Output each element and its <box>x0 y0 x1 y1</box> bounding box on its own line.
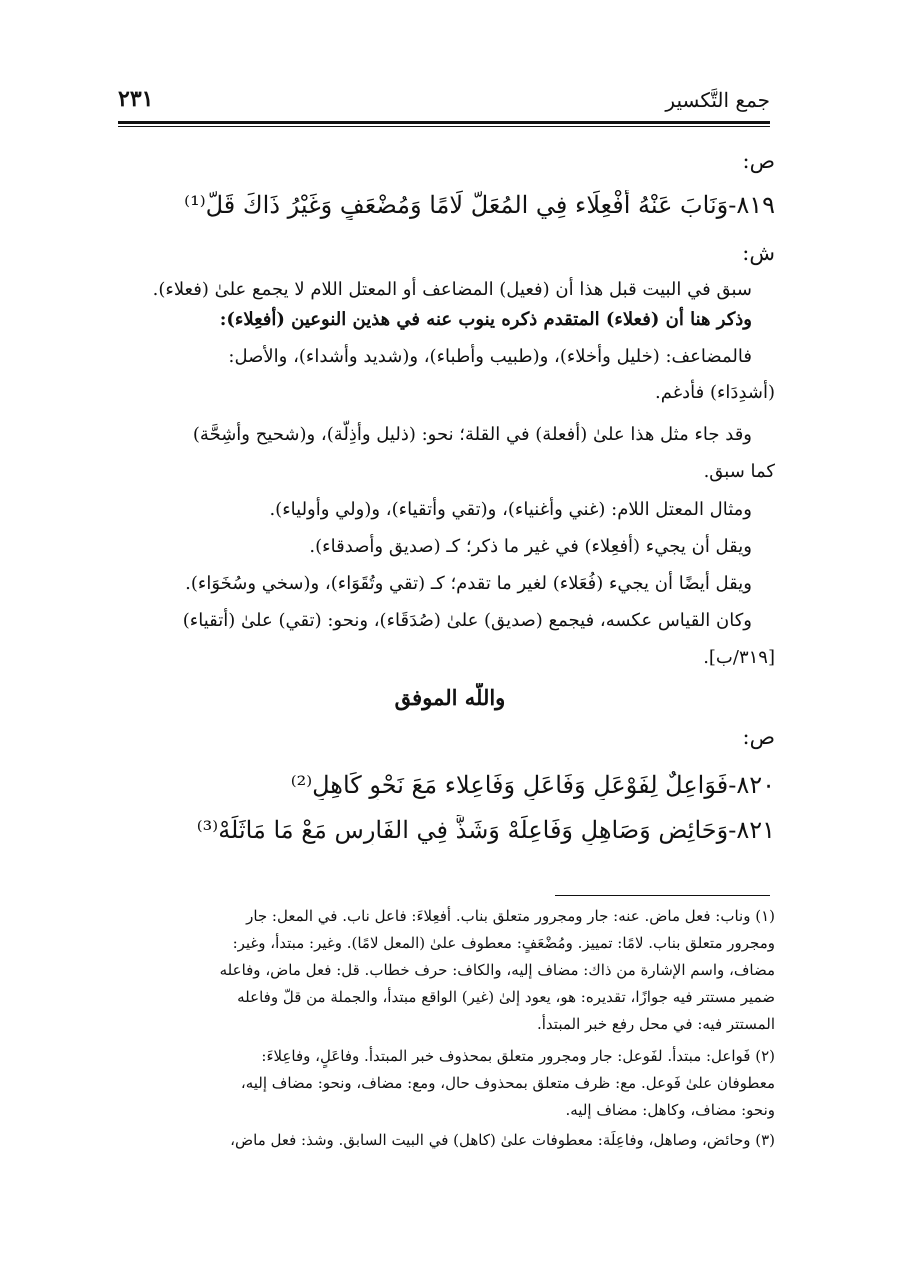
footnote-2-line-1: (٢) فَواعل: مبتدأ. لفَوعل: جار ومجرور متعلق بمحذوف خبر المبتدأ. وفاعَلٍ، وفاعِلاءَ: <box>261 1047 775 1065</box>
paragraph-4a: وقد جاء مثل هذا علىٰ (أفعلة) في القلة؛ نحو: (ذليل وأذِلَّة)، و(شحيح وأشِحَّة) <box>192 424 752 445</box>
verse-820: ٨٢٠-فَوَاعِلٌ لِفَوْعَلٍ وَفَاعَلٍ وَفَاعِلاء مَعَ نَحْوِ كَاهِلٍ⁽²⁾ <box>290 771 775 799</box>
paragraph-3a: فالمضاعف: (خليل وأخلاء)، و(طبيب وأطباء)، و(شديد وأشداء)، والأصل: <box>228 346 752 367</box>
footnote-separator <box>555 895 770 896</box>
page-number: ٢٣١ <box>118 86 154 112</box>
paragraph-7: ويقل أيضًا أن يجيء (فُعَلاء) لغير ما تقدم؛ كـ (تقي وتُقَوَاء)، و(سخي وسُخَوَاء). <box>185 573 752 594</box>
paragraph-8b: [٣١٩/ب]. <box>703 647 775 668</box>
verse-819: ٨١٩-وَنَابَ عَنْهُ أَفْعِلَاء فِي المُعَلّ لَامًا وَمُضْعَفٍ وَغَيْرُ ذَاكَ قَلّ⁽¹⁾ <box>184 191 775 219</box>
paragraph-4b: كما سبق. <box>703 461 775 482</box>
label-sharh: ش: <box>742 241 775 265</box>
label-sad-2: ص: <box>742 725 775 749</box>
footnote-1-line-5: المستتر فيه: في محل رفع خبر المبتدأ. <box>536 1015 775 1033</box>
paragraph-2: وذكر هنا أن (فعلاء) المتقدم ذكره ينوب عنه في هذين النوعين (أفعِلاء): <box>219 309 752 330</box>
header-rule-thin <box>118 126 770 127</box>
chapter-title: جمع التَّكسير <box>665 88 770 112</box>
paragraph-1: سبق في البيت قبل هذا أن (فعيل) المضاعف أو المعتل اللام لا يجمع علىٰ (فعلاء). <box>152 279 752 300</box>
footnote-2-line-2: معطوفان علىٰ فَوعل. مع: ظرف متعلق بمحذوف حال، ومع: مضاف، ونحو: مضاف إليه، <box>240 1074 775 1092</box>
footnote-1-line-3: مضاف، واسم الإشارة من ذاك: مضاف إليه، والكاف: حرف خطاب. قل: فعل ماض، وفاعله <box>219 961 775 979</box>
paragraph-5: ومثال المعتل اللام: (غني وأغنياء)، و(تقي وأتقياء)، و(ولي وأولياء). <box>269 499 752 520</box>
footnote-2-line-3: ونحو: مضاف، وكاهل: مضاف إليه. <box>565 1101 775 1119</box>
paragraph-3b: (أشدِدَاء) فأدغم. <box>655 382 775 403</box>
footnote-1-line-2: ومجرور متعلق بناب. لامًا: تمييز. ومُضْعَفٍ: معطوف علىٰ (المعل لامًا). وغير: مبتدأ، وغير: <box>232 934 775 952</box>
paragraph-6: ويقل أن يجيء (أفعِلاء) في غير ما ذكر؛ كـ (صديق وأصدقاء). <box>309 536 752 557</box>
footnote-1-line-4: ضمير مستتر فيه جوازًا، تقديره: هو، يعود إلىٰ (غير) الواقع مبتدأ، والجملة من قلّ وفاعله <box>237 988 775 1006</box>
footnote-3-line-1: (٣) وحائض، وصاهل، وفاعِلَة: معطوفات علىٰ (كاهل) في البيت السابق. وشذ: فعل ماض، <box>230 1131 775 1149</box>
section-title: واللَّه الموفق <box>394 685 506 710</box>
verse-821: ٨٢١-وَحَائِضٍ وَصَاهِلٍ وَفَاعِلَهْ وَشَذَّ فِي الفَارِسِ مَعْ مَا مَاثَلَهْ⁽³⁾ <box>196 816 775 844</box>
label-sad: ص: <box>742 149 775 173</box>
header-rule-thick <box>118 121 770 124</box>
running-header <box>118 82 770 122</box>
footnote-1-line-1: (١) وناب: فعل ماض. عنه: جار ومجرور متعلق بناب. أفعِلاءَ: فاعل ناب. في المعل: جار <box>246 907 775 925</box>
paragraph-8a: وكان القياس عكسه، فيجمع (صديق) علىٰ (صُدَقَاء)، ونحو: (تقي) علىٰ (أتقياء) <box>182 610 752 631</box>
